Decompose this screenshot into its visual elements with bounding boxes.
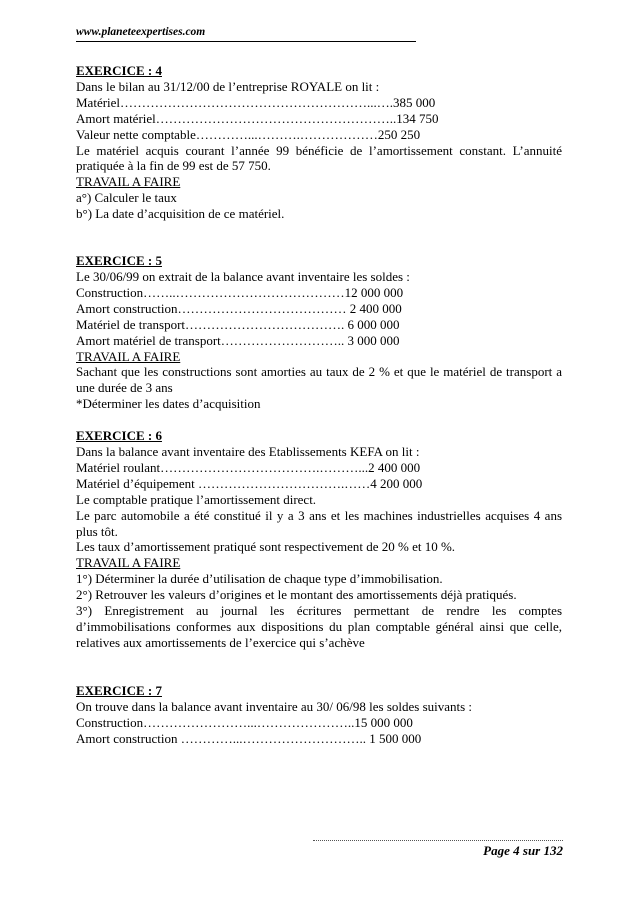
exercise-5-line: Le 30/06/99 on extrait de la balance avant inventaire les soldes : [76, 268, 410, 284]
exercise-6-line: Matériel roulant……………………………….………...2 400 000 [76, 459, 421, 475]
page-footer [313, 840, 563, 859]
exercise-6 [76, 428, 562, 651]
exercise-6-question: 1°) Déterminer la durée d’utilisation de chaque type d’immobilisation. [76, 571, 443, 587]
spacer [76, 412, 562, 428]
exercise-5-line: Amort matériel de transport……………………….. 3 000 000 [76, 332, 400, 348]
exercise-6-paragraph: Les taux d’amortissement pratiqué sont respectivement de 20 % et 10 %. [76, 539, 456, 555]
exercise-5-task-heading: TRAVAIL A FAIRE [76, 348, 181, 364]
page-number: 4 sur 132 [513, 843, 563, 858]
spacer [76, 222, 562, 253]
exercise-7 [76, 683, 562, 747]
exercise-7-line: Amort construction …………...……………………….. 1 500 000 [76, 730, 422, 746]
spacer [76, 651, 562, 683]
exercise-4-title: EXERCICE : 4 [76, 63, 162, 78]
exercise-4-question: a°) Calculer le taux [76, 190, 177, 206]
exercise-5 [76, 253, 562, 412]
exercise-7-title: EXERCICE : 7 [76, 682, 162, 698]
exercise-5-line: Amort construction………………………………… 2 400 000 [76, 300, 402, 316]
exercise-6-line: Dans la balance avant inventaire des Etablissements KEFA on lit : [76, 444, 420, 460]
exercise-4-line: Matériel…………………………………………………...….385 000 [76, 94, 436, 110]
exercise-4-task-heading: TRAVAIL A FAIRE [76, 174, 181, 190]
exercise-5-title: EXERCICE : 5 [76, 253, 162, 269]
exercise-6-title: EXERCICE : 6 [76, 428, 162, 444]
exercise-6-question: 2°) Retrouver les valeurs d’origines et le montant des amortissements déjà pratiqués. [76, 587, 517, 603]
site-url: www.planeteexpertises.com [76, 26, 206, 38]
exercise-5-question: *Déterminer les dates d’acquisition [76, 396, 261, 412]
exercise-6-paragraph: Le parc automobile a été constitué il y a 3 ans et les machines industrielles acquises 4 ans plus tôt. [76, 507, 562, 539]
exercise-5-line: Matériel de transport………………………………. 6 000 000 [76, 316, 400, 332]
exercise-6-task-heading: TRAVAIL A FAIRE [76, 555, 181, 571]
exercise-4-line: Amort matériel………………………………………………..134 750 [76, 110, 439, 126]
exercise-4-paragraph: Le matériel acquis courant l’année 99 bénéficie de l’amortissement constant. L’annuité pratiquée à la fin de 99 est de 57 750. [76, 142, 562, 174]
page-label: Page [483, 843, 510, 858]
exercise-4-line: Valeur nette comptable…………...……….………………250 250 [76, 126, 421, 142]
exercise-5-paragraph: Sachant que les constructions sont amorties au taux de 2 % et que le matériel de transport a une durée de 3 ans [76, 364, 562, 396]
exercise-7-line: On trouve dans la balance avant inventaire au 30/ 06/98 les soldes suivants : [76, 698, 473, 714]
exercise-6-line: Le comptable pratique l’amortissement direct. [76, 491, 317, 507]
exercise-6-question: 3°) Enregistrement au journal les écritures permettant de rendre les comptes d’immobilisations conformes aux dispositions du plan comptable général ainsi que celle, relatives aux amortissements de l’exercice qui s’achève [76, 603, 562, 650]
exercise-5-line: Construction……..…………………………………12 000 000 [76, 284, 404, 300]
exercise-4-question: b°) La date d’acquisition de ce matériel. [76, 206, 285, 222]
exercise-6-line: Matériel d’équipement …………………………….……4 200 000 [76, 475, 423, 491]
exercise-7-line: Construction……………………...…………………..15 000 000 [76, 714, 413, 730]
document-body [76, 63, 562, 746]
site-header [76, 26, 416, 42]
exercise-4 [76, 63, 562, 222]
exercise-4-line: Dans le bilan au 31/12/00 de l’entreprise ROYALE on lit : [76, 78, 380, 94]
